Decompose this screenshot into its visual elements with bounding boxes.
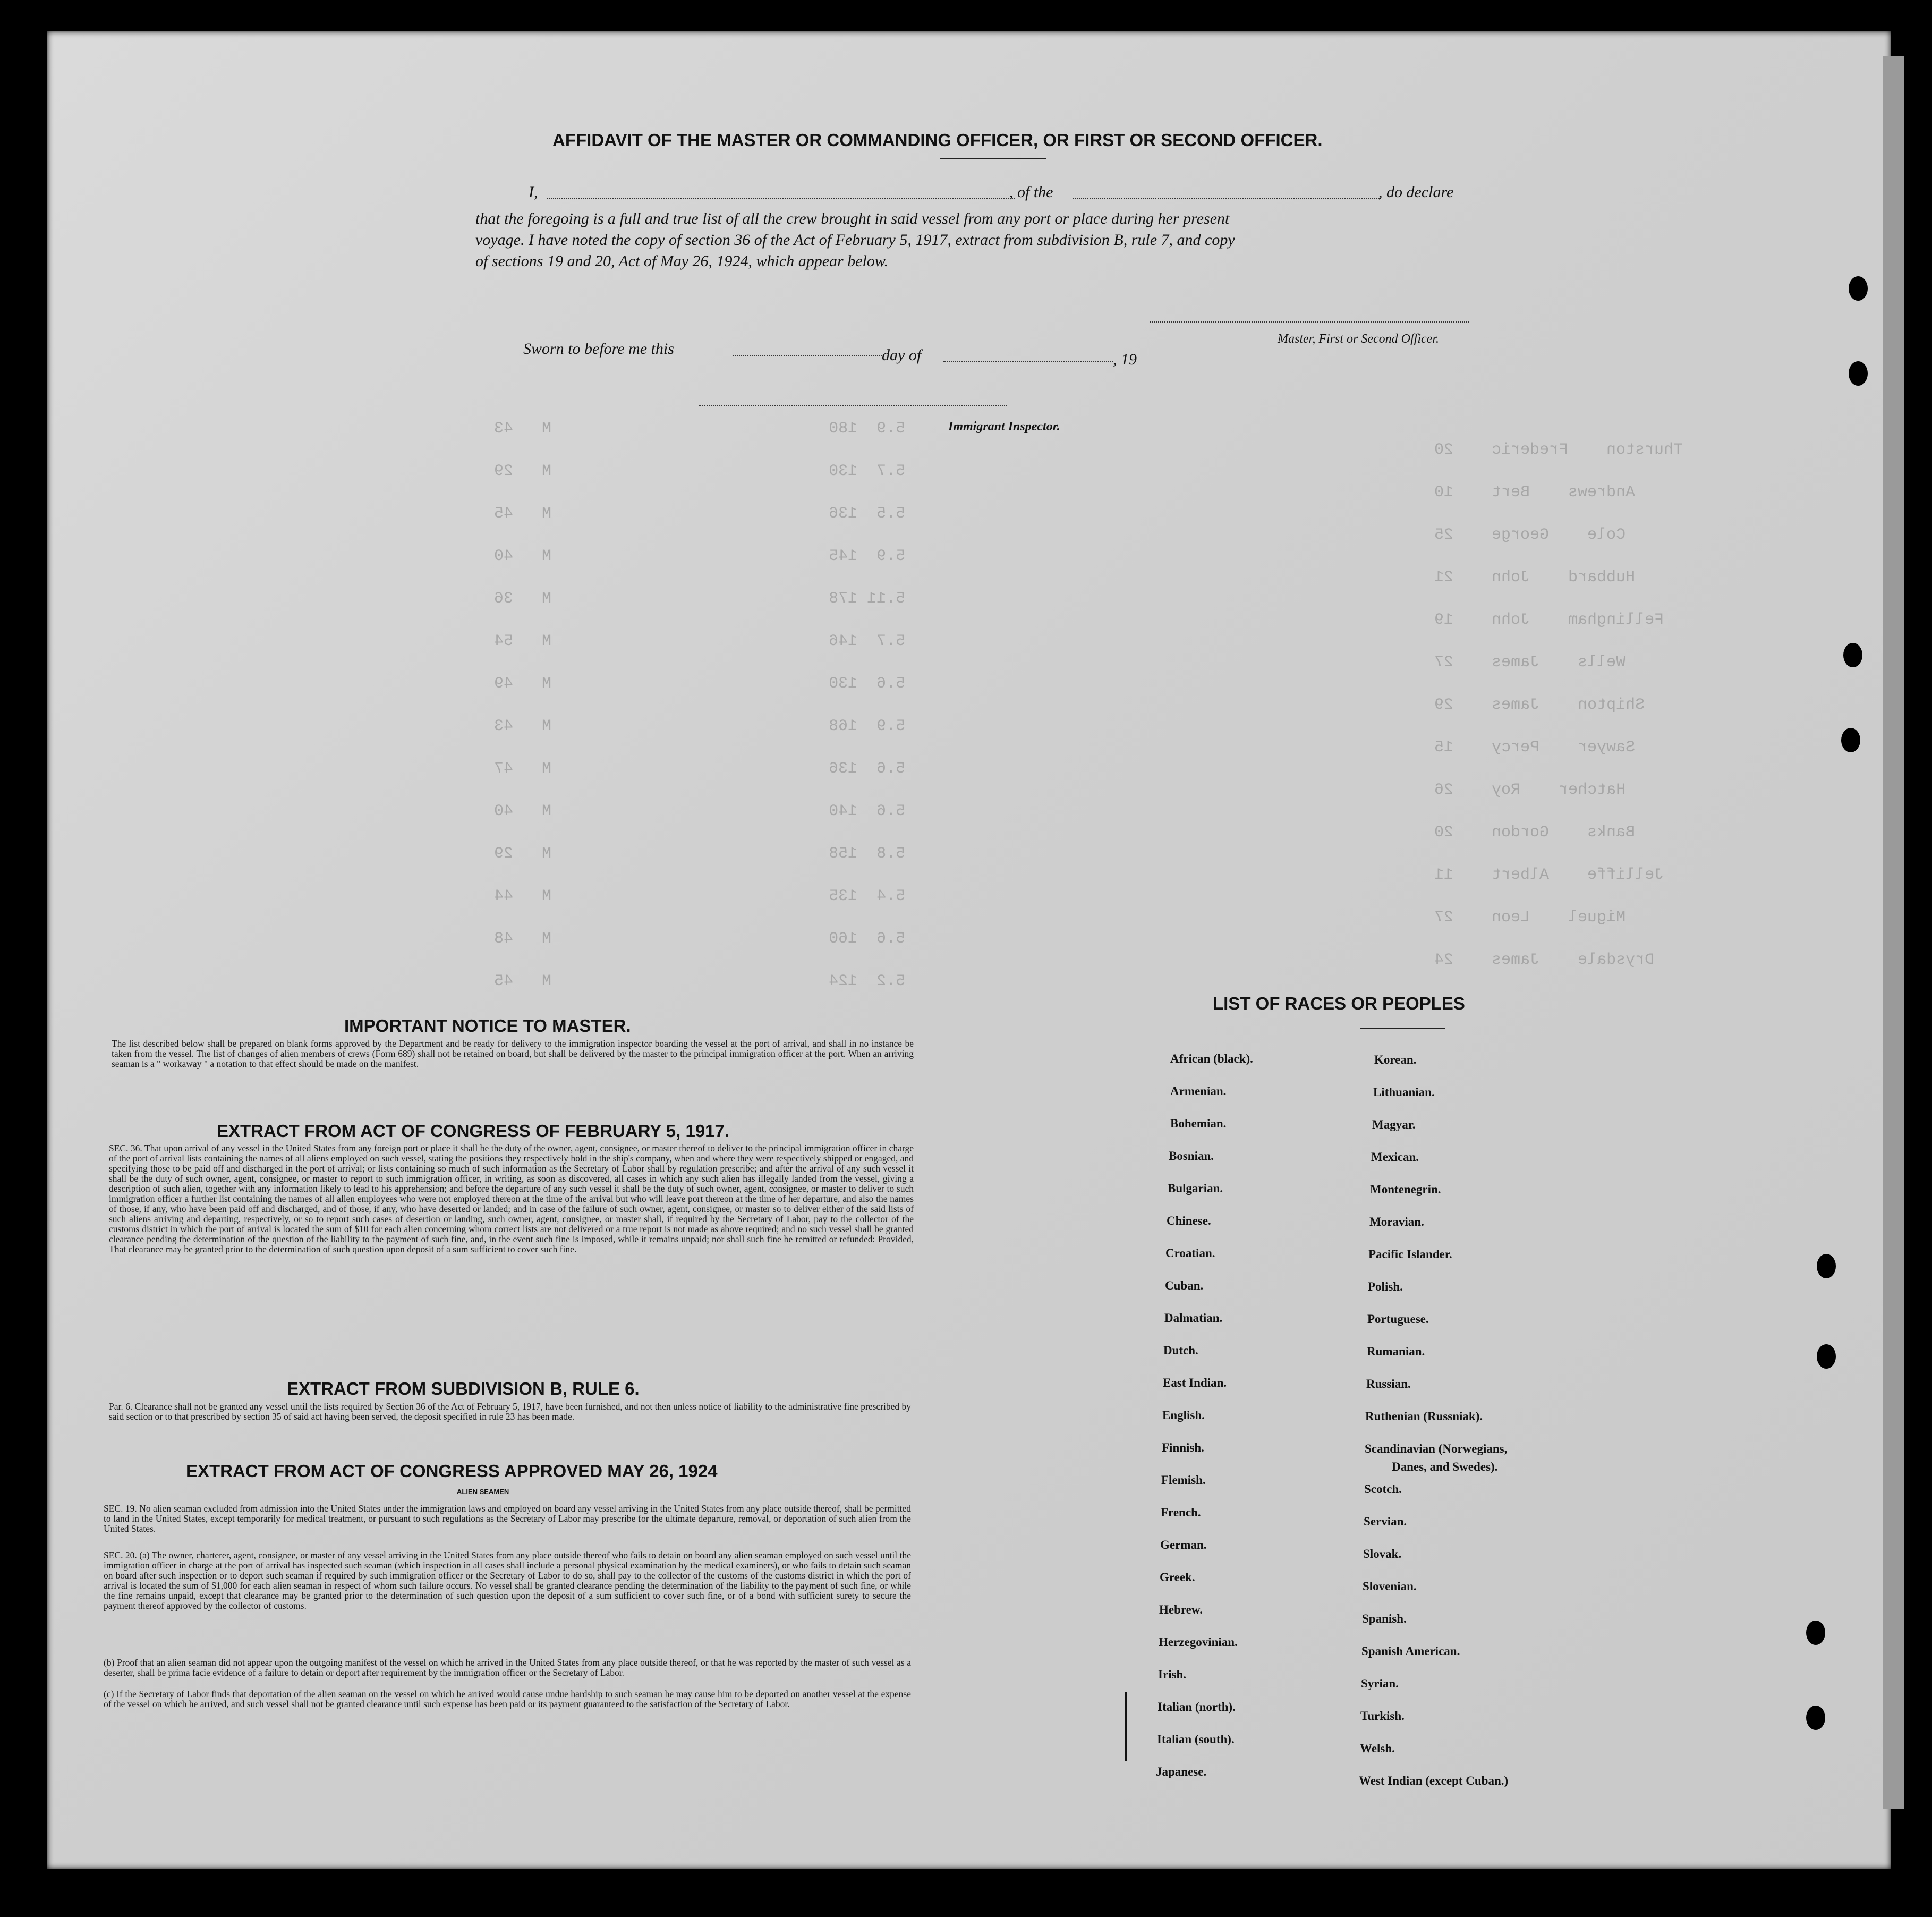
affidavit-line2: voyage. I have noted the copy of section 36 of the Act of February 5, 1917, extract from subdivision B, rule 7, and copy — [475, 231, 1235, 249]
day-of-label: day of — [882, 346, 922, 364]
notice-text: The list described below shall be prepared on blank forms approved by the Department and be ready for delivery to the immigration inspector boarding the vessel at the port of arrival, and shall in no instance be taken from the vessel. The list of changes of alien members of crews (Form 689) shall not be retained on board, but shall be delivered by the master to the principal immigration officer at the port. When an arriving seaman is a " workaway " a notation to that effect should be made on the manifest. — [112, 1038, 914, 1069]
bleed-through: 5.9 168 M 43 — [494, 717, 906, 735]
race-item: Spanish. — [1362, 1612, 1407, 1625]
race-item: Korean. — [1374, 1053, 1417, 1066]
bleed-through: Banks Gordon 20 — [1434, 824, 1636, 842]
bleed-through: Jelliffe Albert 11 — [1434, 866, 1664, 884]
race-item: Danes, and Swedes). — [1392, 1460, 1498, 1473]
race-item: Bohemian. — [1170, 1117, 1227, 1130]
race-item: Finnish. — [1162, 1441, 1204, 1454]
punch-hole — [1843, 643, 1862, 667]
race-item: Irish. — [1158, 1668, 1187, 1681]
race-item: Slovenian. — [1363, 1580, 1417, 1593]
race-item: Servian. — [1364, 1515, 1407, 1528]
race-item: Russian. — [1366, 1377, 1411, 1390]
race-item: Hebrew. — [1159, 1603, 1203, 1616]
race-item: Italian (south). — [1157, 1733, 1235, 1746]
race-item: Ruthenian (Russniak). — [1365, 1410, 1483, 1423]
race-item: West Indian (except Cuban.) — [1359, 1774, 1509, 1787]
affidavit-do-declare: , do declare — [1378, 183, 1454, 201]
race-item: English. — [1162, 1409, 1205, 1422]
bleed-through: Cole George 25 — [1434, 526, 1626, 544]
rule6-text: Par. 6. Clearance shall not be granted any vessel until the lists required by Section 36 of the Act of February 5, 1917, have been furnished, and not then unless notice of liability to the administrative fine prescribed by said section or to that prescribed by section 35 of said act having been served, the deposit specified in rule 23 has been made. — [109, 1401, 911, 1422]
bleed-through: Andrews Bert 10 — [1434, 484, 1636, 502]
bleed-through: Fellingham John 19 — [1434, 611, 1664, 629]
heading-rule — [940, 158, 1046, 159]
affidavit-line3: of sections 19 and 20, Act of May 26, 1924, which appear below. — [475, 252, 889, 270]
race-item: Moravian. — [1369, 1215, 1424, 1228]
bleed-through: Hatcher Roy 26 — [1434, 781, 1626, 799]
race-item: Pacific Islander. — [1368, 1248, 1452, 1261]
race-item: Japanese. — [1156, 1765, 1207, 1778]
punch-hole — [1849, 276, 1868, 301]
bleed-through: 5.8 158 M 29 — [494, 845, 906, 863]
punch-hole — [1849, 361, 1868, 386]
punch-hole — [1817, 1254, 1836, 1278]
race-item: African (black). — [1170, 1052, 1253, 1065]
race-item: Rumanian. — [1367, 1345, 1425, 1358]
alien-seamen-subheading: ALIEN SEAMEN — [457, 1488, 509, 1496]
bleed-through: Drysdale James 24 — [1434, 951, 1655, 969]
race-item: Turkish. — [1360, 1709, 1405, 1723]
race-item: Lithuanian. — [1373, 1085, 1435, 1099]
italian-bracket — [1125, 1692, 1127, 1761]
race-item: Mexican. — [1371, 1150, 1419, 1164]
race-item: French. — [1161, 1506, 1201, 1519]
punch-hole — [1806, 1621, 1825, 1645]
rule6-heading: EXTRACT FROM SUBDIVISION B, RULE 6. — [287, 1379, 640, 1398]
race-item: Syrian. — [1361, 1677, 1399, 1690]
name-field-line[interactable] — [547, 198, 1015, 199]
punch-hole — [1806, 1706, 1825, 1730]
bleed-through: Sawyer Percy 15 — [1434, 739, 1636, 757]
bleed-through: 5.7 146 M 54 — [494, 632, 906, 650]
race-item: East Indian. — [1163, 1376, 1227, 1389]
race-item: Portuguese. — [1367, 1312, 1429, 1326]
punch-hole — [1817, 1344, 1836, 1369]
year-label: , 19 — [1113, 351, 1137, 368]
extract-1917-text: SEC. 36. That upon arrival of any vessel in the United States from any foreign port or place it shall be the duty of the owner, agent, consignee, or master thereof to deliver to the principal immigration officer in charge of the port of arrival lists containing the names of all aliens employed on such vessel, stating the positions they respectively hold in the ship's company, when and where they were respectively shipped or engaged, and specifying those to be paid off and discharged in the port of arrival; or lists containing so much of such information as the Secretary of Labor shall by regulation prescribe; and after the arrival of any such vessel it shall be the duty of such owner, agent, consignee, or master to report to such immigration officer, in writing, as soon as discovered, all cases in which any such alien has illegally landed from the vessel, giving a description of such alien, together with any information likely to lead to his apprehension; and before the departure of any such vessel it shall be the duty of such owner, agent, consignee, or master to deliver to such immigration officer a further list containing the names of all alien employees who were not employed thereon at the time of the arrival but who will leave port thereon at the time of her departure, and also the names of those, if any, who have been paid off and discharged, and of those, if any, who have deserted or landed; and in case of the failure of such owner, agent, consignee, or master so to deliver either of the said lists of such aliens arriving and departing, respectively, or so to report such cases of desertion or landing, such owner, agent, consignee, or master shall, if required by the Secretary of Labor, pay to the collector of the customs district in which the port of arrival is located the sum of $10 for each alien concerning whom correct lists are not delivered or a true report is not made as above required; and no such vessel shall be granted clearance pending the determination of the question of the liability to the payment of such fine, and, in the event such fine is imposed, while it remains unpaid; nor shall such fine be remitted or refunded: Provided, That clearance may be granted prior to the determination of such question upon deposit of a sum sufficient to cover such fine. — [109, 1143, 914, 1254]
races-heading-rule — [1360, 1028, 1445, 1029]
race-item: Italian (north). — [1158, 1700, 1236, 1714]
race-item: Bulgarian. — [1168, 1182, 1223, 1195]
sec20b-text: (b) Proof that an alien seaman did not appear upon the outgoing manifest of the vessel on which he arrived in the United States from any place outside thereof, or that he was reported by the master of such vessel as a deserter, shall be prima facie evidence of a failure to detain or deport after requirement by the immigration officer or the Secretary of Labor. — [104, 1657, 911, 1678]
race-item: Greek. — [1160, 1571, 1195, 1584]
race-item: Scandinavian (Norwegians, — [1365, 1442, 1508, 1455]
sec20a-text: SEC. 20. (a) The owner, charterer, agent, consignee, or master of any vessel arriving in the United States from any place outside thereof who fails to detain on board any alien seaman employed on such vessel until the immigration officer in charge at the port of arrival has inspected such seaman (which inspection in all cases shall include a personal physical examination by the medical examiners), or who fails to detain such seaman on board after such inspection or to deport such seaman if required by such immigration officer or the Secretary of Labor to do so, shall pay to the collector of the customs of the customs district in which the port of arrival is located the sum of $1,000 for each alien seaman in respect of whom such failure occurs. No vessel shall be granted clearance pending the determination of the liability to the payment of such fine, or while the fine remains unpaid, except that clearance may be granted prior to the determination of such question upon the deposit of a sum sufficient to cover such fine, or of a bond with sufficient surety to secure the payment thereof approved by the collector of customs. — [104, 1550, 911, 1611]
bleed-through: 5.6 130 M 49 — [494, 675, 906, 693]
race-item: Bosnian. — [1169, 1149, 1214, 1163]
bleed-through: 5.7 130 M 29 — [494, 462, 906, 480]
master-signature-line[interactable] — [1150, 321, 1469, 323]
affidavit-heading: AFFIDAVIT OF THE MASTER OR COMMANDING OFFICER, OR FIRST OR SECOND OFFICER. — [552, 130, 1323, 150]
bleed-through: 5.6 160 M 48 — [494, 930, 906, 948]
bleed-through: Wells James 27 — [1434, 654, 1626, 672]
bleed-through: 5.9 145 M 40 — [494, 547, 906, 565]
sworn-month-line[interactable] — [943, 361, 1113, 362]
sec20c-text: (c) If the Secretary of Labor finds that deportation of the alien seaman on the vessel on which he arrived would cause undue hardship to such seaman he may cause him to be deported on another vessel at the expense of the vessel on which he arrived, and such vessel shall not be granted clearance until such expense has been paid or its payment guaranteed to the satisfaction of the Secretary of Labor. — [104, 1689, 911, 1709]
inspector-signature-line[interactable] — [699, 405, 1007, 406]
master-label: Master, First or Second Officer. — [1278, 332, 1439, 346]
race-item: Montenegrin. — [1370, 1183, 1441, 1196]
bleed-through: Hubbard John 21 — [1434, 569, 1636, 587]
affidavit-line1: that the foregoing is a full and true list of all the crew brought in said vessel from any port or place during her present — [475, 210, 1230, 227]
bleed-through: Thurston Frederic 20 — [1434, 441, 1683, 459]
inspector-label: Immigrant Inspector. — [948, 420, 1060, 434]
sec19-text: SEC. 19. No alien seaman excluded from admission into the United States under the immigration laws and employed on board any vessel arriving in the United States from any place outside thereof, shall be permitted to land in the United States, except temporarily for medical treatment, or pursuant to such regulations as the Secretary of Labor may prescribe for the ultimate departure, removal, or deportation of such alien from the United States. — [104, 1503, 911, 1534]
race-item: Polish. — [1368, 1280, 1403, 1293]
notice-heading: IMPORTANT NOTICE TO MASTER. — [344, 1016, 631, 1036]
affidavit-i-label: I, — [529, 183, 538, 201]
races-heading: LIST OF RACES OR PEOPLES — [1213, 994, 1465, 1013]
race-item: Spanish American. — [1361, 1644, 1460, 1658]
race-item: Welsh. — [1360, 1742, 1395, 1755]
sworn-label: Sworn to before me this — [523, 340, 674, 358]
race-item: Dalmatian. — [1164, 1311, 1223, 1325]
affidavit-of-the: , of the — [1009, 183, 1053, 201]
bleed-through: 5.2 124 M 45 — [494, 972, 906, 990]
race-item: Slovak. — [1363, 1547, 1402, 1560]
bleed-through: 5.4 135 M 44 — [494, 887, 906, 905]
bleed-through: 5.5 136 M 45 — [494, 505, 906, 523]
extract-1924-heading: EXTRACT FROM ACT OF CONGRESS APPROVED MAY 26, 1924 — [186, 1461, 718, 1481]
bleed-through: 5.6 136 M 47 — [494, 760, 906, 778]
bleed-through: Shipton James 29 — [1434, 696, 1645, 714]
bleed-through: 5.6 140 M 40 — [494, 802, 906, 820]
punch-hole — [1841, 728, 1860, 752]
sheet-edge — [1883, 56, 1904, 1809]
race-item: Scotch. — [1364, 1482, 1402, 1496]
extract-1917-heading: EXTRACT FROM ACT OF CONGRESS OF FEBRUARY 5, 1917. — [217, 1121, 730, 1141]
race-item: Cuban. — [1165, 1279, 1204, 1292]
race-item: Dutch. — [1163, 1344, 1198, 1357]
race-item: Magyar. — [1372, 1118, 1416, 1131]
race-item: Croatian. — [1165, 1246, 1215, 1260]
bleed-through: 5.9 180 M 43 — [494, 420, 906, 438]
sworn-day-line[interactable] — [733, 355, 882, 356]
race-item: Herzegovinian. — [1159, 1635, 1238, 1649]
race-item: German. — [1160, 1538, 1207, 1551]
bleed-through: Miguel Leon 27 — [1434, 909, 1626, 927]
race-item: Chinese. — [1167, 1214, 1211, 1227]
race-item: Armenian. — [1170, 1084, 1227, 1098]
vessel-field-line[interactable] — [1073, 198, 1381, 199]
race-item: Flemish. — [1161, 1473, 1206, 1487]
bleed-through: 5.11 178 M 36 — [494, 590, 906, 608]
